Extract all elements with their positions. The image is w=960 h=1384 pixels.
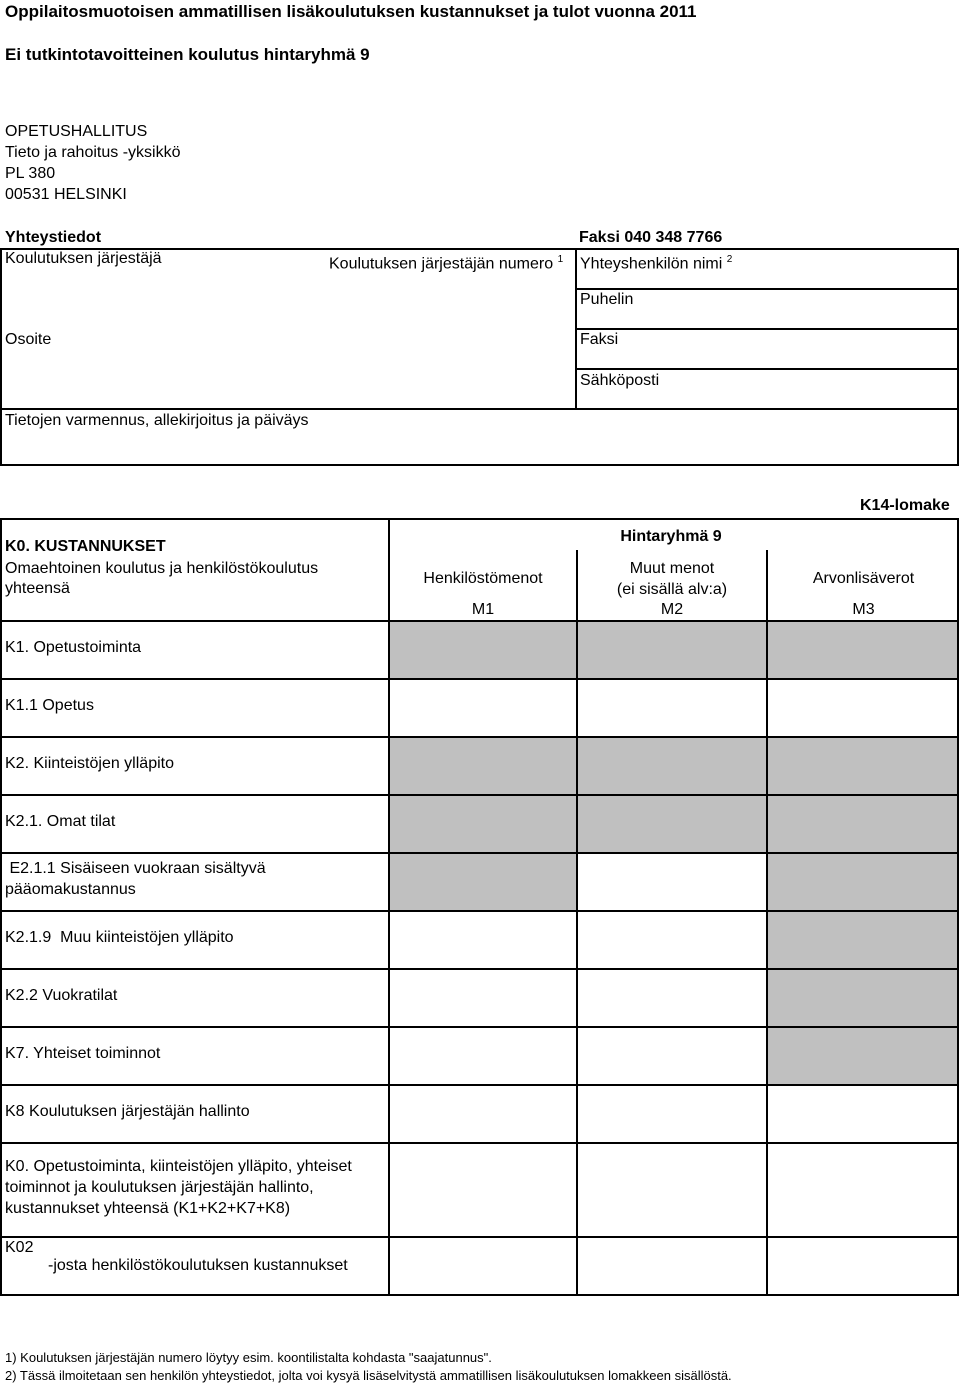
address-line-2: Tieto ja rahoitus -yksikkö [5, 144, 181, 161]
row-rule-1 [0, 620, 959, 622]
row-label-k22: K2.2 Vuokratilat [5, 987, 118, 1004]
footnote-1: 1) Koulutuksen järjestäjän numero löytyy esim. koontilistalta kohdasta "saajatunnus". [5, 1350, 492, 1365]
email-label: Sähköposti [580, 372, 660, 389]
contact-heading: Yhteystiedot [5, 229, 102, 246]
table-head-desc-2: yhteensä [5, 580, 70, 597]
group-header-rule [388, 550, 959, 551]
row-rule-6 [0, 910, 959, 912]
verification-label: Tietojen varmennus, allekirjoitus ja päiväys [5, 412, 309, 429]
row-label-k219: K2.1.9 Muu kiinteistöjen ylläpito [5, 929, 234, 946]
row-label-k0-line2: toiminnot ja koulutuksen järjestäjän hallinto, [5, 1179, 314, 1196]
contact-rule-2 [575, 328, 959, 330]
col2-label-2: (ei sisällä alv:a) [616, 581, 728, 598]
row-label-k2: K2. Kiinteistöjen ylläpito [5, 755, 174, 772]
contact-rule-4 [0, 408, 959, 410]
row-rule-11 [0, 1236, 959, 1238]
contact-rule-1 [575, 288, 959, 290]
row-rule-4 [0, 794, 959, 796]
col2-label-1: Muut menot [629, 560, 715, 577]
row-label-e211-line1: E2.1.1 Sisäiseen vuokraan sisältyvä [5, 860, 266, 877]
row-label-k1: K1. Opetustoiminta [5, 639, 142, 656]
col1-label: Henkilöstömenot [423, 570, 543, 587]
page-subtitle: Ei tutkintotavoitteinen koulutus hintaryhmä 9 [5, 45, 370, 64]
col3-code: M3 [852, 601, 875, 618]
row-rule-5 [0, 852, 959, 854]
contact-box [0, 248, 959, 466]
row-label-e211-line2: pääomakustannus [5, 881, 136, 898]
page-title: Oppilaitosmuotoisen ammatillisen lisäkoulutuksen kustannukset ja tulot vuonna 2011 [5, 2, 697, 21]
group-header: Hintaryhmä 9 [620, 528, 722, 545]
footnote-2: 2) Tässä ilmoitetaan sen henkilön yhteystiedot, jolta voi kysyä lisäselvitystä ammatillisen lisäkoulutuksen lomakkeen sisällöstä. [5, 1368, 732, 1383]
address-line-4: 00531 HELSINKI [5, 186, 127, 203]
fax-label: Faksi [580, 331, 619, 348]
col-divider-2 [576, 550, 578, 1296]
phone-label: Puhelin [580, 291, 634, 308]
address-label: Osoite [5, 331, 52, 348]
footnote-ref-1: 1 [557, 254, 564, 265]
col-divider-1 [388, 518, 390, 1296]
row-label-k7: K7. Yhteiset toiminnot [5, 1045, 161, 1062]
row-label-k8: K8 Koulutuksen järjestäjän hallinto [5, 1103, 250, 1120]
row-label-k02: -josta henkilöstökoulutuksen kustannukset [48, 1257, 348, 1274]
row-rule-7 [0, 968, 959, 970]
organizer-number-label [329, 254, 563, 273]
address-line-1: OPETUSHALLITUS [5, 123, 148, 140]
row-label-k0-line1: K0. Opetustoiminta, kiinteistöjen ylläpito, yhteiset [5, 1158, 352, 1175]
form-id: K14-lomake [860, 497, 950, 514]
row-rule-8 [0, 1026, 959, 1028]
col2-code: M2 [660, 601, 684, 618]
row-rule-9 [0, 1084, 959, 1086]
contact-person-label [580, 254, 732, 273]
col1-code: M1 [471, 601, 495, 618]
contact-rule-3 [575, 368, 959, 370]
row-rule-2 [0, 678, 959, 680]
table-head-desc-1: Omaehtoinen koulutus ja henkilöstökoulutus [5, 560, 319, 577]
row-rule-3 [0, 736, 959, 738]
table-head-title: K0. KUSTANNUKSET [5, 538, 166, 555]
row-rule-10 [0, 1142, 959, 1144]
row-label-k11: K1.1 Opetus [5, 697, 94, 714]
organizer-number-text: Koulutuksen järjestäjän numero [329, 255, 554, 273]
col3-label: Arvonlisäverot [812, 570, 915, 587]
col-divider-3 [766, 550, 768, 1296]
row-code-k02: K02 [5, 1239, 34, 1256]
footnote-ref-2: 2 [726, 254, 733, 265]
row-label-k0-line3: kustannukset yhteensä (K1+K2+K7+K8) [5, 1200, 291, 1217]
row-label-k21: K2.1. Omat tilat [5, 813, 116, 830]
organizer-label: Koulutuksen järjestäjä [5, 250, 162, 267]
address-line-3: PL 380 [5, 165, 56, 182]
contact-person-text: Yhteyshenkilön nimi [580, 255, 723, 273]
fax-heading: Faksi 040 348 7766 [579, 229, 723, 246]
